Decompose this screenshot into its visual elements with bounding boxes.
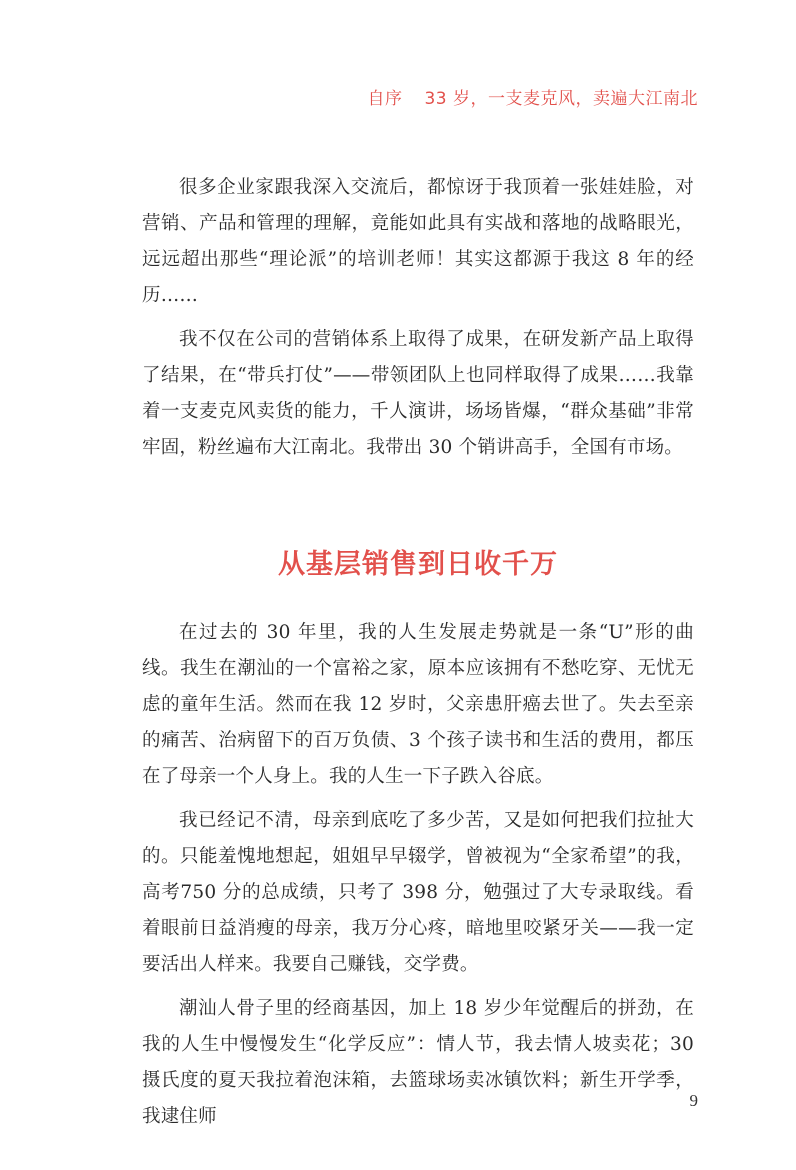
section-heading: 从基层销售到日收千万 bbox=[278, 549, 558, 580]
body-paragraph: 在过去的 30 年里，我的人生发展走势就是一条“U”形的曲线。我生在潮汕的一个富裕之家，原本应该拥有不愁吃穿、无忧无虑的童年生活。然而在我 12 岁时，父亲患肝癌去世了。失去至亲的痛苦、治病留下的百万负债、3 个孩子读书和生活的费用，都压在了母亲一个人身上。我的人生一下子跌入谷底。 bbox=[142, 622, 694, 787]
chapter-title: 33 岁，一支麦克风，卖遍大江南北 bbox=[424, 89, 698, 109]
running-header bbox=[367, 84, 698, 109]
page-number: 9 bbox=[689, 1091, 698, 1110]
chapter-label: 自序 bbox=[367, 89, 403, 109]
body-paragraph: 我已经记不清，母亲到底吃了多少苦，又是如何把我们拉扯大的。只能羞愧地想起，姐姐早早辍学，曾被视为“全家希望”的我，高考750 分的总成绩，只考了 398 分，勉强过了大专录取线。看着眼前日益消瘦的母亲，我万分心疼，暗地里咬紧牙关——我一定要活出人样来。我要自己赚钱，交学费。 bbox=[142, 810, 694, 975]
body-paragraph: 我不仅在公司的营销体系上取得了成果，在研发新产品上取得了结果，在“带兵打仗”——带领团队上也同样取得了成果……我靠着一支麦克风卖货的能力，千人演讲，场场皆爆，“群众基础”非常牢固，粉丝遍布大江南北。我带出 30 个销讲高手，全国有市场。 bbox=[142, 329, 694, 458]
body-paragraph: 很多企业家跟我深入交流后，都惊讶于我顶着一张娃娃脸，对营销、产品和管理的理解，竟能如此具有实战和落地的战略眼光，远远超出那些“理论派”的培训老师！其实这都源于我这 8 年的经历…… bbox=[142, 177, 694, 306]
body-paragraph: 潮汕人骨子里的经商基因，加上 18 岁少年觉醒后的拼劲，在我的人生中慢慢发生“化学反应”：情人节，我去情人坡卖花；30 摄氏度的夏天我拉着泡沫箱，去篮球场卖冰镇饮料；新生开学季，我逮住师 bbox=[142, 998, 694, 1127]
page-body bbox=[142, 170, 694, 1143]
